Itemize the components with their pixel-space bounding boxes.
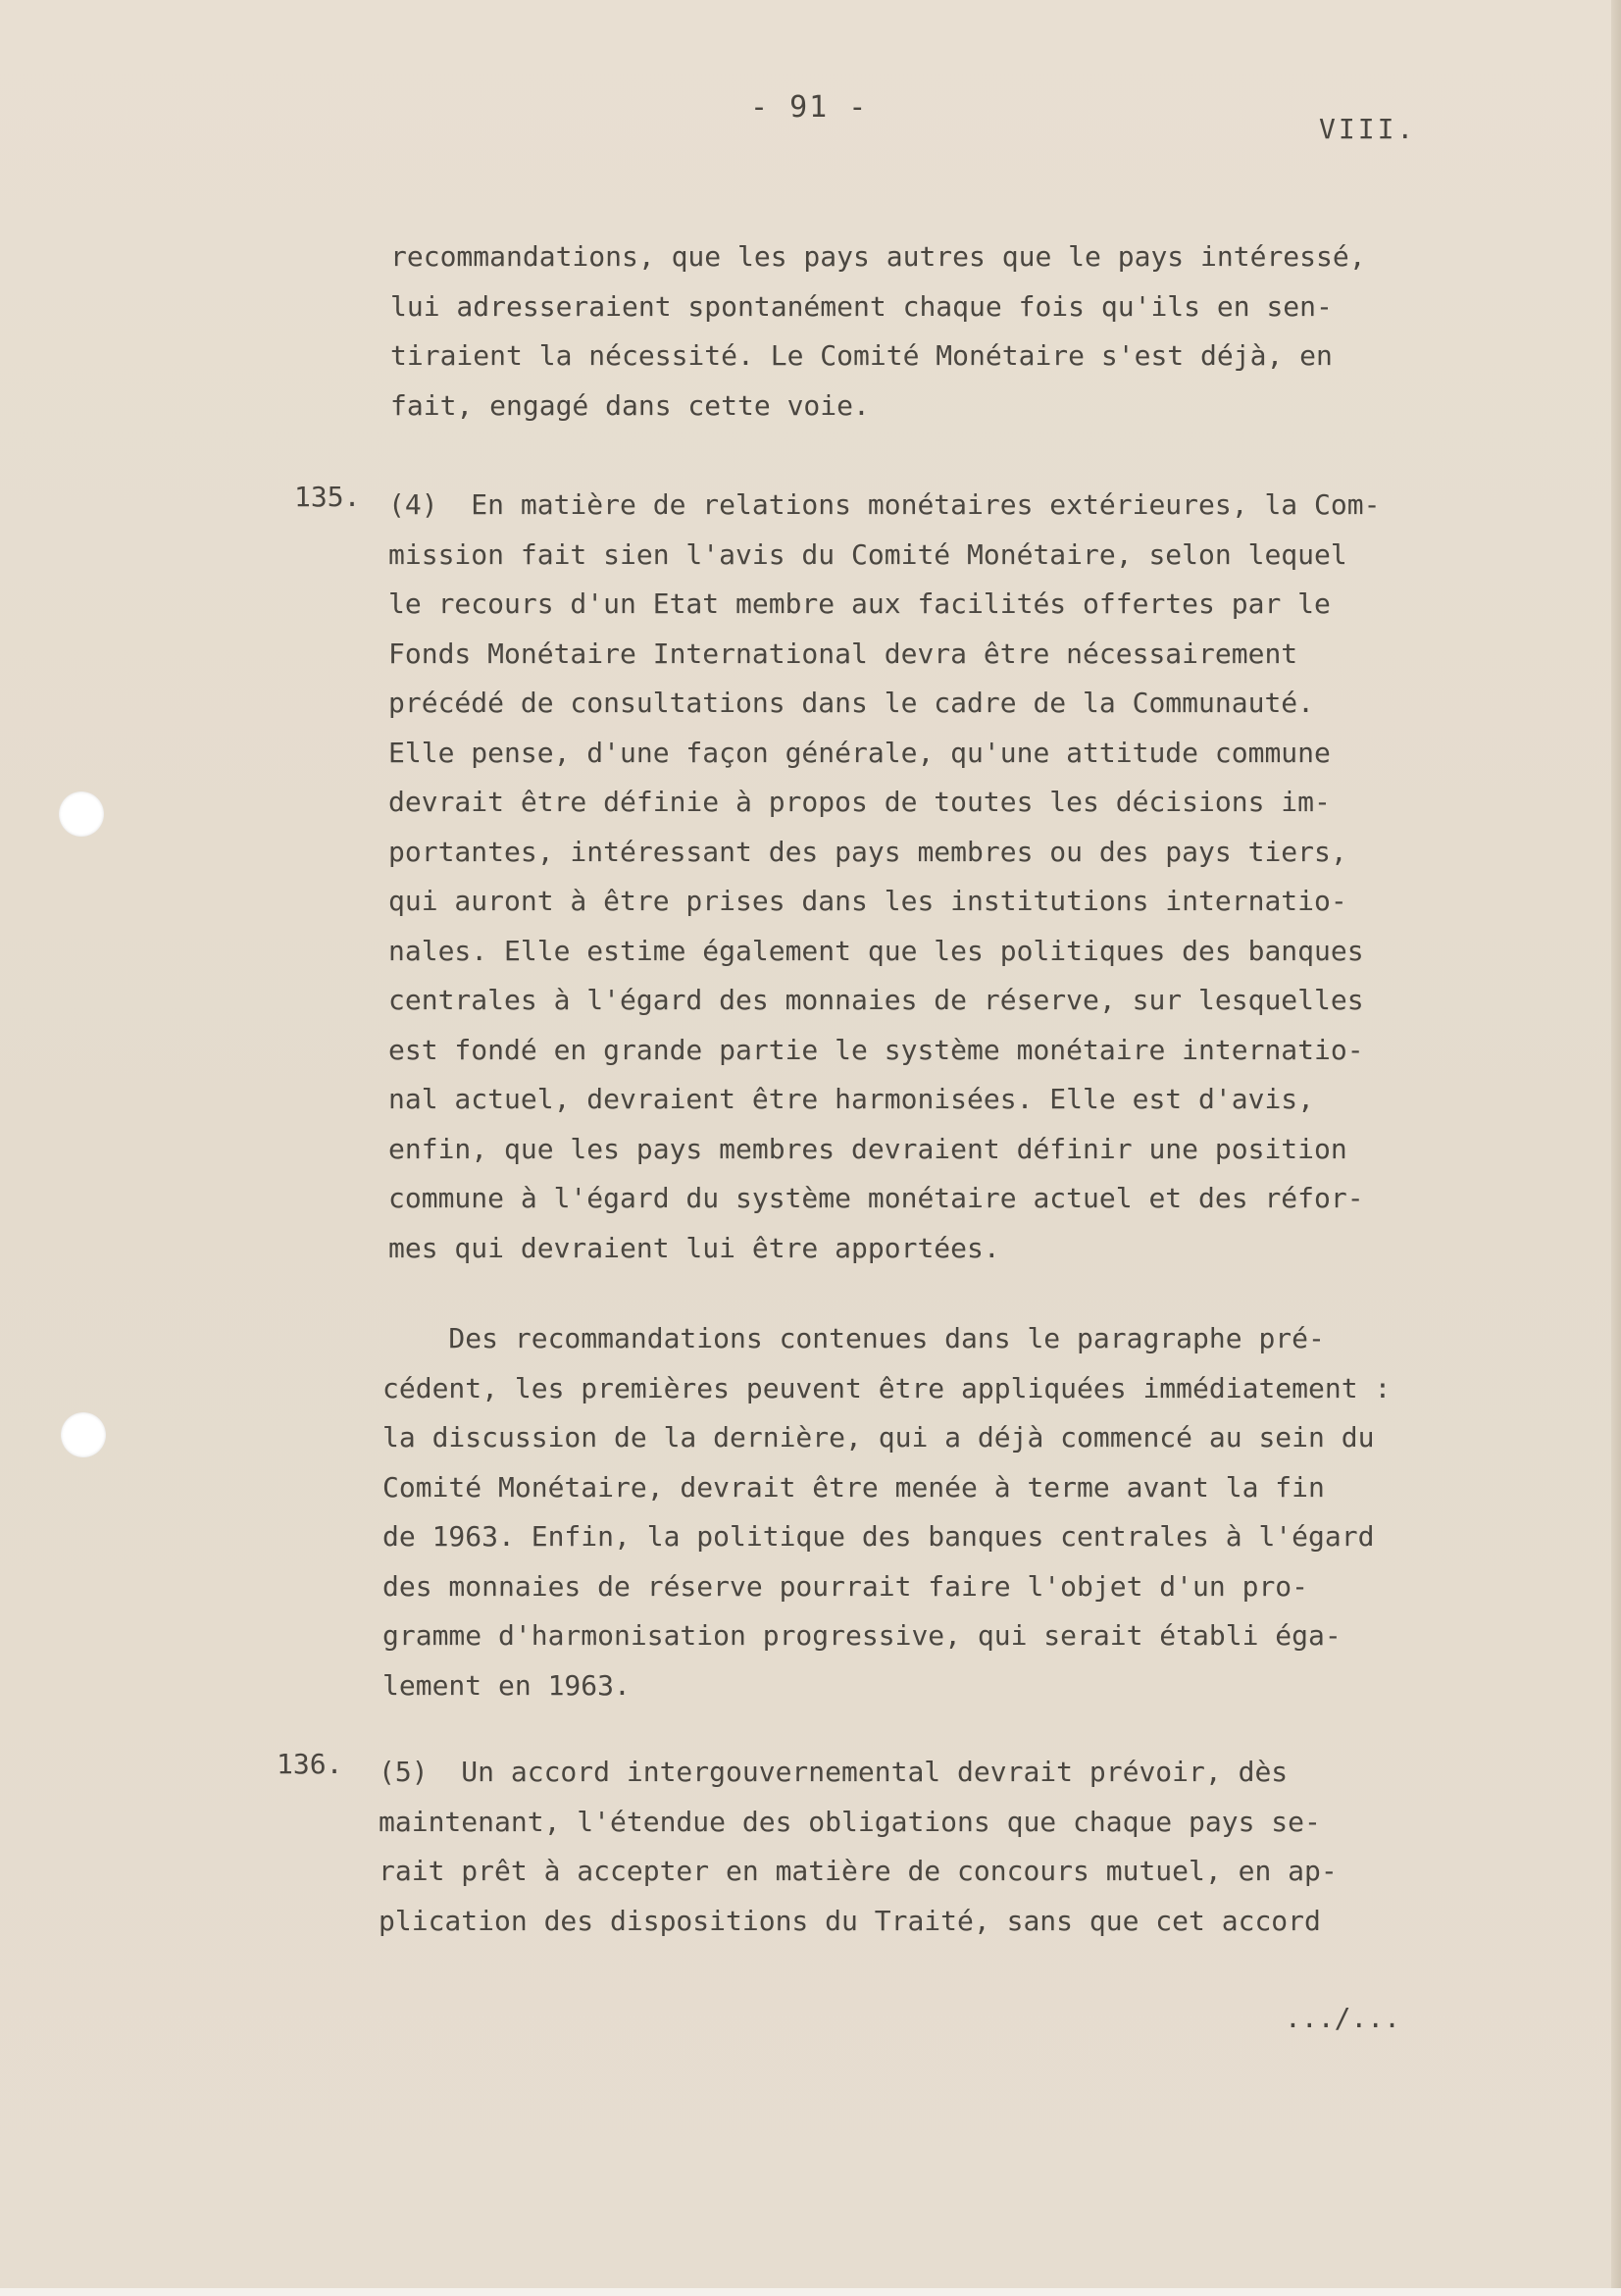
- text-line: centrales à l'égard des monnaies de réserve, sur lesquelles: [388, 984, 1364, 1016]
- page-edge: [1611, 0, 1621, 2296]
- text-line: fait, engagé dans cette voie.: [390, 388, 870, 422]
- text-line: nal actuel, devraient être harmonisées. Elle est d'avis,: [388, 1083, 1315, 1115]
- text-line: rait prêt à accepter en matière de concours mutuel, en ap-: [379, 1855, 1338, 1887]
- continuation-mark: [1285, 1994, 1400, 2044]
- text-line: plication des dispositions du Traité, sans que cet accord: [379, 1904, 1321, 1937]
- text-line: gramme d'harmonisation progressive, qui serait établi éga-: [382, 1619, 1342, 1652]
- punch-hole: [59, 791, 104, 837]
- page-bottom-edge: [0, 2288, 1621, 2296]
- text-line: (5) Un accord intergouvernemental devrait prévoir, dès: [379, 1756, 1289, 1788]
- paragraph-recommendations: [382, 1314, 1391, 1710]
- page-number: - 91 -: [750, 90, 869, 125]
- text-line: mission fait sien l'avis du Comité Monétaire, selon lequel: [388, 537, 1347, 571]
- text-line: précédé de consultations dans le cadre de la Communauté.: [388, 687, 1315, 719]
- text-line: tiraient la nécessité. Le Comité Monétaire s'est déjà, en: [390, 339, 1333, 372]
- text-line: le recours d'un Etat membre aux facilités offertes par le: [388, 587, 1331, 620]
- text-line: nales. Elle estime également que les politiques des banques: [388, 934, 1364, 967]
- chapter-number: VIII.: [1319, 113, 1417, 145]
- continuation-text: .../...: [1285, 2002, 1401, 2034]
- text-line: devrait être définie à propos de toutes les décisions im-: [388, 786, 1331, 818]
- text-line: des monnaies de réserve pourrait faire l'objet d'un pro-: [382, 1569, 1309, 1603]
- text-line: Fonds Monétaire International devra être nécessairement: [388, 637, 1298, 670]
- paragraph-intro: [390, 232, 1366, 431]
- paragraph-number-135: 135.: [294, 481, 361, 513]
- text-line: commune à l'égard du système monétaire actuel et des réfor-: [388, 1182, 1364, 1214]
- paragraph-135: [388, 481, 1380, 1273]
- punch-hole: [61, 1412, 106, 1457]
- text-line: de 1963. Enfin, la politique des banques centrales à l'égard: [382, 1520, 1375, 1553]
- text-line: portantes, intéressant des pays membres ou des pays tiers,: [388, 835, 1347, 868]
- text-line: Elle pense, d'une façon générale, qu'une attitude commune: [388, 736, 1331, 769]
- text-line: lui adresseraient spontanément chaque fois qu'ils en sen-: [390, 289, 1333, 323]
- text-line: maintenant, l'étendue des obligations que chaque pays se-: [379, 1805, 1321, 1838]
- text-line: Des recommandations contenues dans le paragraphe pré-: [382, 1322, 1325, 1354]
- paragraph-136: [379, 1748, 1338, 1946]
- text-line: la discussion de la dernière, qui a déjà commencé au sein du: [382, 1421, 1375, 1454]
- text-line: lement en 1963.: [382, 1668, 631, 1702]
- text-line: (4) En matière de relations monétaires extérieures, la Com-: [388, 488, 1381, 521]
- text-line: mes qui devraient lui être apportées.: [388, 1231, 1000, 1264]
- text-line: cédent, les premières peuvent être appliquées immédiatement :: [382, 1371, 1392, 1404]
- text-line: est fondé en grande partie le système monétaire internatio-: [388, 1033, 1364, 1066]
- text-line: Comité Monétaire, devrait être menée à terme avant la fin: [382, 1470, 1325, 1504]
- text-line: qui auront à être prises dans les institutions internatio-: [388, 885, 1347, 917]
- paragraph-number-136: 136.: [277, 1748, 343, 1780]
- text-line: recommandations, que les pays autres que le pays intéressé,: [390, 240, 1366, 273]
- text-line: enfin, que les pays membres devraient définir une position: [388, 1132, 1347, 1165]
